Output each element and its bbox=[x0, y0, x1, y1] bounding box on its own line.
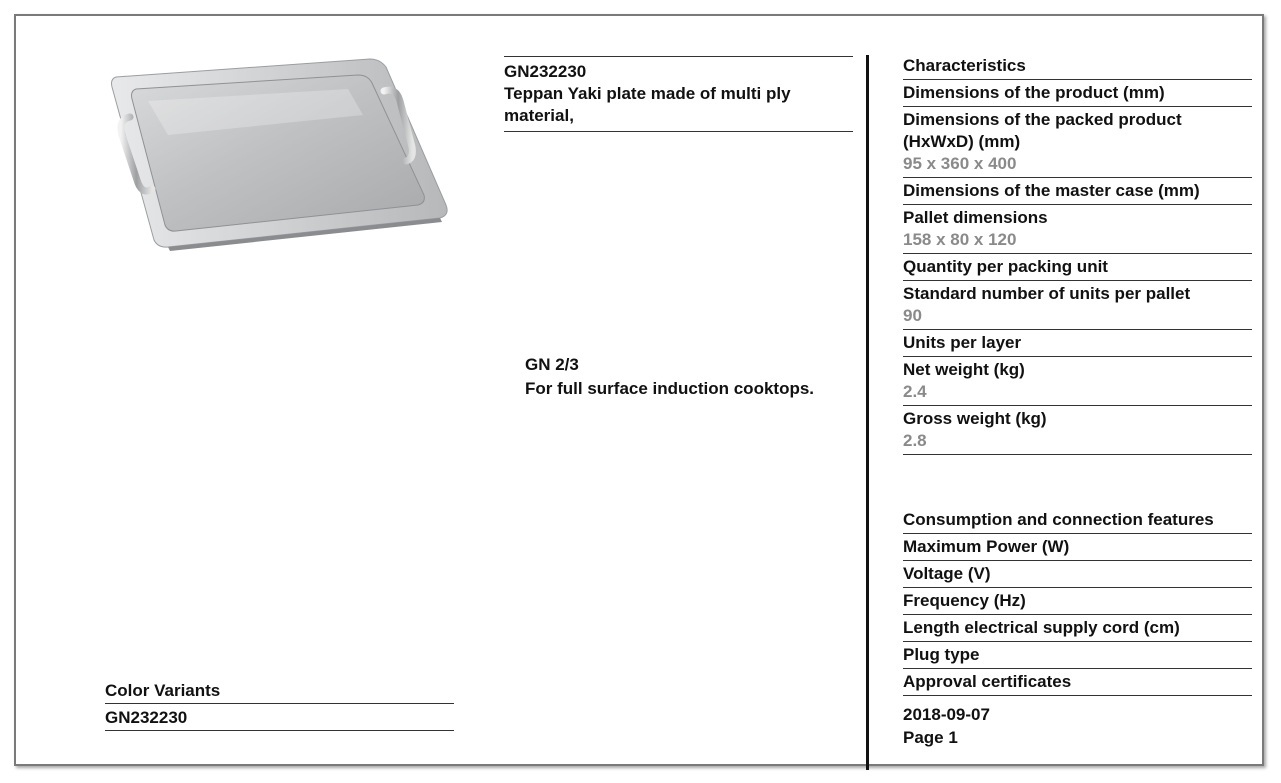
spec-list bbox=[903, 53, 1252, 696]
spec-row-approval-certificates bbox=[903, 669, 1252, 696]
spec-row-pallet-dimensions bbox=[903, 205, 1252, 254]
color-variant-item: GN232230 bbox=[105, 704, 454, 731]
product-description: Teppan Yaki plate made of multi ply material, bbox=[504, 84, 791, 125]
spec-label: Dimensions of the packed product (HxWxD) (mm) bbox=[903, 110, 1182, 151]
spec-label: Units per layer bbox=[903, 333, 1022, 352]
color-variants bbox=[105, 677, 454, 731]
color-variants-heading: Color Variants bbox=[105, 677, 454, 704]
spec-label: Net weight (kg) bbox=[903, 360, 1025, 379]
spec-row-voltage bbox=[903, 561, 1252, 588]
spec-row-units-per-layer bbox=[903, 330, 1252, 357]
spec-row-characteristics bbox=[903, 53, 1252, 80]
spec-label: Pallet dimensions bbox=[903, 208, 1048, 227]
page-number: Page 1 bbox=[903, 728, 958, 747]
spec-section-gap bbox=[903, 455, 1252, 507]
spec-row-plug-type bbox=[903, 642, 1252, 669]
spec-row-product-dimensions bbox=[903, 80, 1252, 107]
page-footer bbox=[903, 703, 990, 749]
spec-row-packed-dimensions bbox=[903, 107, 1252, 178]
teppan-yaki-plate-image bbox=[108, 55, 453, 255]
spec-label: Dimensions of the product (mm) bbox=[903, 83, 1165, 102]
spec-label: Approval certificates bbox=[903, 672, 1072, 691]
spec-label: Quantity per packing unit bbox=[903, 257, 1108, 276]
spec-label: Dimensions of the master case (mm) bbox=[903, 181, 1200, 200]
spec-row-net-weight bbox=[903, 357, 1252, 406]
spec-value: 2.8 bbox=[903, 431, 927, 450]
spec-row-max-power bbox=[903, 534, 1252, 561]
spec-value: 158 x 80 x 120 bbox=[903, 230, 1017, 249]
spec-label: Voltage (V) bbox=[903, 564, 991, 583]
spec-value: 95 x 360 x 400 bbox=[903, 154, 1017, 173]
product-size: GN 2/3 bbox=[525, 355, 579, 374]
spec-value: 2.4 bbox=[903, 382, 927, 401]
spec-label: Length electrical supply cord (cm) bbox=[903, 618, 1180, 637]
product-note bbox=[525, 353, 865, 401]
spec-row-master-case bbox=[903, 178, 1252, 205]
spec-value: 90 bbox=[903, 306, 922, 325]
spec-label: Consumption and connection features bbox=[903, 510, 1214, 529]
spec-row-units-per-pallet bbox=[903, 281, 1252, 330]
column-divider bbox=[866, 55, 869, 770]
spec-row-cord-length bbox=[903, 615, 1252, 642]
product-code: GN232230 bbox=[504, 62, 587, 81]
spec-label: Plug type bbox=[903, 645, 980, 664]
product-usage-text: For full surface induction cooktops. bbox=[525, 379, 815, 398]
spec-row-consumption-heading bbox=[903, 507, 1252, 534]
spec-row-gross-weight bbox=[903, 406, 1252, 455]
product-header bbox=[504, 56, 853, 132]
spec-label: Gross weight (kg) bbox=[903, 409, 1047, 428]
spec-row-frequency bbox=[903, 588, 1252, 615]
spec-row-quantity-per-unit bbox=[903, 254, 1252, 281]
document-date: 2018-09-07 bbox=[903, 705, 990, 724]
spec-label: Characteristics bbox=[903, 56, 1026, 75]
spec-label: Standard number of units per pallet bbox=[903, 284, 1191, 303]
spec-label: Frequency (Hz) bbox=[903, 591, 1026, 610]
spec-label: Maximum Power (W) bbox=[903, 537, 1070, 556]
